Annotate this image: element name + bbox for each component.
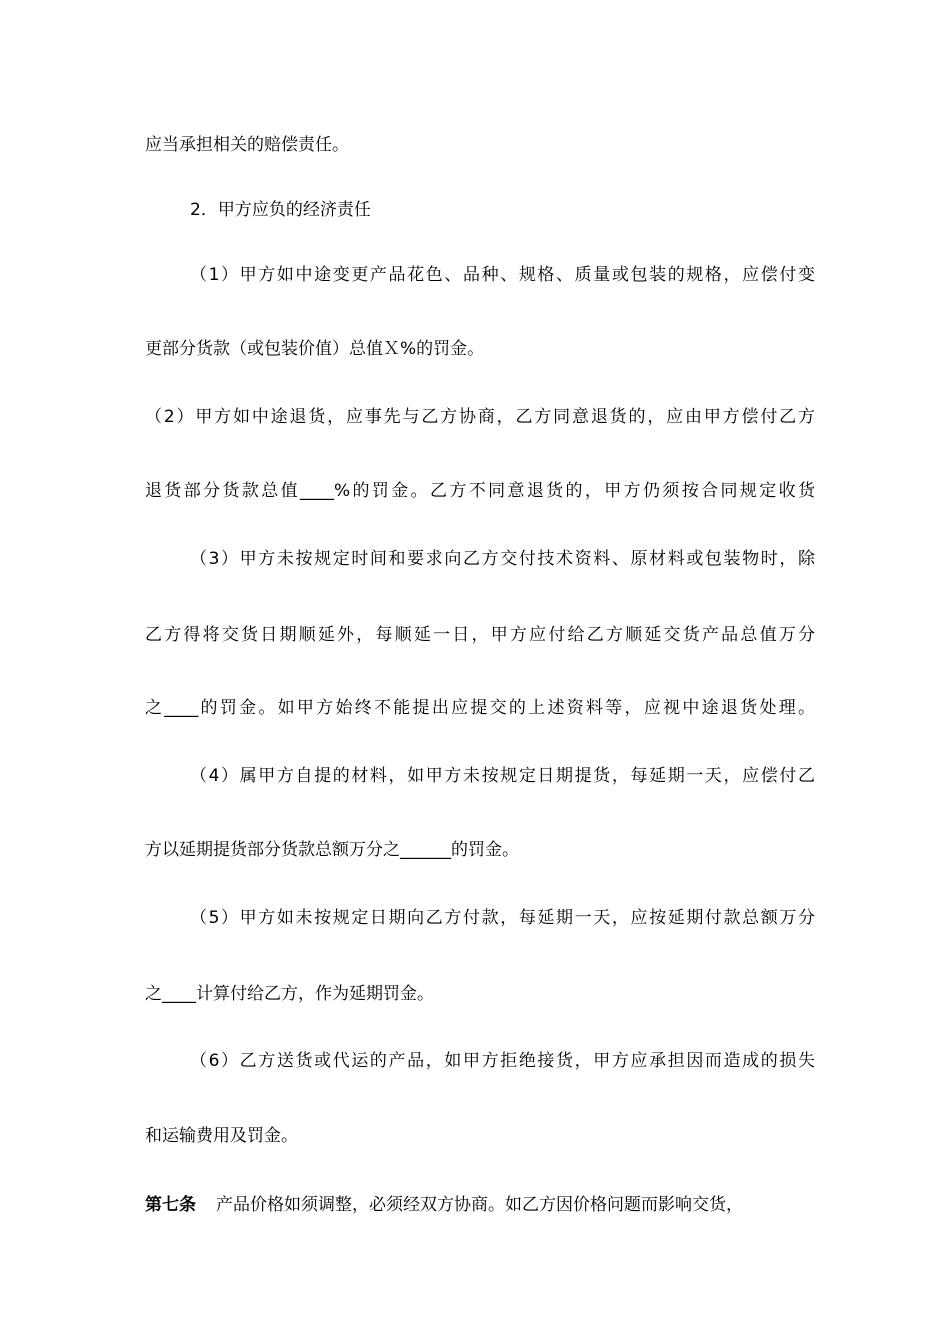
paragraph-line: 之____的罚金。如甲方始终不能提出应提交的上述资料等，应视中途退货处理。 <box>145 698 815 718</box>
paragraph-line: 方以延期提货部分货款总额万分之______的罚金。 <box>145 840 519 860</box>
paragraph-line: （1）甲方如中途变更产品花色、品种、规格、质量或包装的规格，应偿付变 <box>190 265 815 285</box>
paragraph-line: 更部分货款（或包装价值）总值Ｘ%的罚金。 <box>145 339 485 359</box>
article-7-line <box>145 1193 815 1217</box>
article-text: 产品价格如须调整，必须经双方协商。如乙方因价格问题而影响交货， <box>216 1195 743 1215</box>
paragraph-line: 退货部分货款总值____%的罚金。乙方不同意退货的，甲方仍须按合同规定收货 <box>145 481 815 501</box>
paragraph-line: （5）甲方如未按规定日期向乙方付款，每延期一天，应按延期付款总额万分 <box>190 908 815 928</box>
paragraph-line: （6）乙方送货或代运的产品，如甲方拒绝接货，甲方应承担因而造成的损失 <box>190 1051 815 1071</box>
paragraph-line: （3）甲方未按规定时间和要求向乙方交付技术资料、原材料或包装物时，除 <box>190 549 815 569</box>
paragraph-line: （4）属甲方自提的材料，如甲方未按规定日期提货，每延期一天，应偿付乙 <box>190 766 815 786</box>
paragraph-line: 和运输费用及罚金。 <box>145 1126 298 1146</box>
article-label: 第七条 <box>145 1195 196 1215</box>
paragraph-line: 乙方得将交货日期顺延外，每顺延一日，甲方应付给乙方顺延交货产品总值万分 <box>145 625 815 645</box>
section-heading: 2．甲方应负的经济责任 <box>190 200 371 220</box>
paragraph-line: 应当承担相关的赔偿责任。 <box>145 135 349 155</box>
paragraph-line: 之____计算付给乙方，作为延期罚金。 <box>145 984 434 1004</box>
paragraph-line: （2）甲方如中途退货，应事先与乙方协商，乙方同意退货的，应由甲方偿付乙方 <box>145 407 815 427</box>
